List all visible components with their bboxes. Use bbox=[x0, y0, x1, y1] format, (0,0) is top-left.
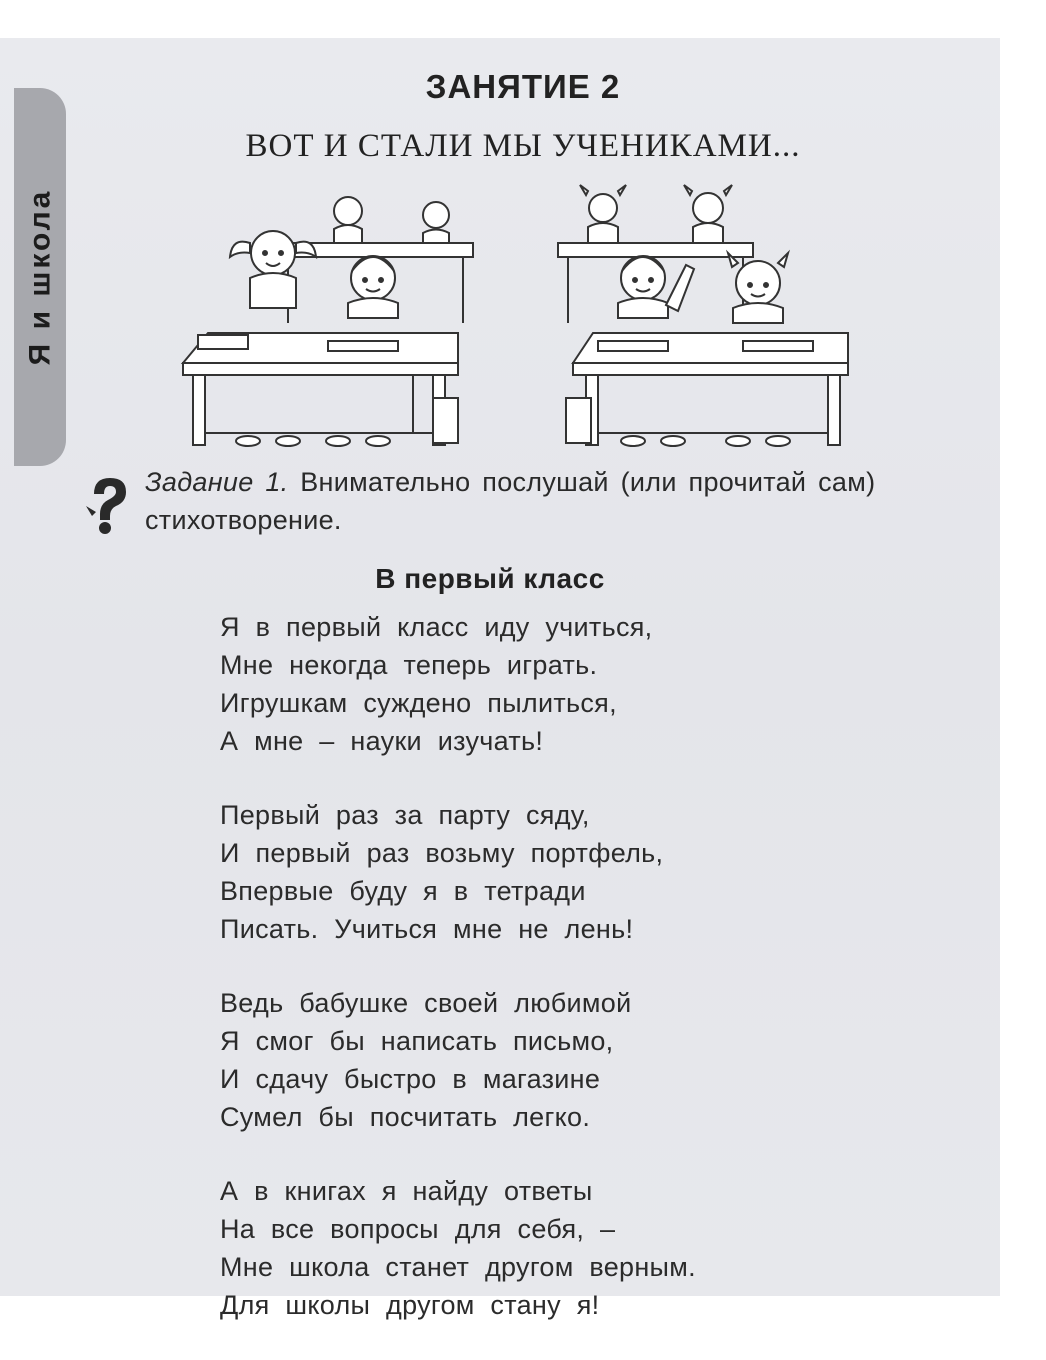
poem-line: Сумел бы посчитать легко. bbox=[220, 1102, 591, 1132]
poem-line: Игрушкам суждено пылиться, bbox=[220, 688, 617, 718]
section-side-tab-label: Я и школа bbox=[23, 188, 56, 366]
task-instruction bbox=[145, 463, 965, 539]
lesson-title: ЗАНЯТИЕ 2 bbox=[425, 68, 621, 105]
poem-line: Мне некогда теперь играть. bbox=[220, 650, 598, 680]
poem-line: Я в первый класс иду учиться, bbox=[220, 612, 653, 642]
poem-line: И первый раз возьму портфель, bbox=[220, 838, 664, 868]
poem-line: Первый раз за парту сяду, bbox=[220, 800, 590, 830]
classroom-desks-illustration bbox=[178, 183, 478, 448]
poem-stanza bbox=[220, 1172, 860, 1324]
classroom-raised-hand-illustration bbox=[558, 183, 858, 448]
poem-line: А мне – науки изучать! bbox=[220, 726, 544, 756]
poem-stanza bbox=[220, 608, 860, 760]
task-label: Задание 1. bbox=[145, 467, 289, 497]
poem-line: Я смог бы написать письмо, bbox=[220, 1026, 614, 1056]
poem-line: На все вопросы для себя, – bbox=[220, 1214, 616, 1244]
poem-line: Писать. Учиться мне не лень! bbox=[220, 914, 634, 944]
poem-line: И сдачу быстро в магазине bbox=[220, 1064, 601, 1094]
poem-line: Впервые буду я в тетради bbox=[220, 876, 586, 906]
task-text: Внимательно послушай (или прочитай сам) стихотворение. bbox=[145, 467, 876, 535]
poem-line: Для школы другом стану я! bbox=[220, 1290, 600, 1320]
poem-title: В первый класс bbox=[375, 563, 605, 594]
question-mark-icon bbox=[84, 476, 134, 536]
poem-line: Мне школа станет другом верным. bbox=[220, 1252, 696, 1282]
workbook-page bbox=[0, 38, 1000, 1320]
poem-line: А в книгах я найду ответы bbox=[220, 1176, 593, 1206]
poem-line: Ведь бабушке своей любимой bbox=[220, 988, 632, 1018]
poem-stanza bbox=[220, 796, 860, 948]
lesson-subtitle: ВОТ И СТАЛИ МЫ УЧЕНИКАМИ... bbox=[245, 128, 801, 164]
poem bbox=[220, 608, 860, 1360]
poem-stanza bbox=[220, 984, 860, 1136]
